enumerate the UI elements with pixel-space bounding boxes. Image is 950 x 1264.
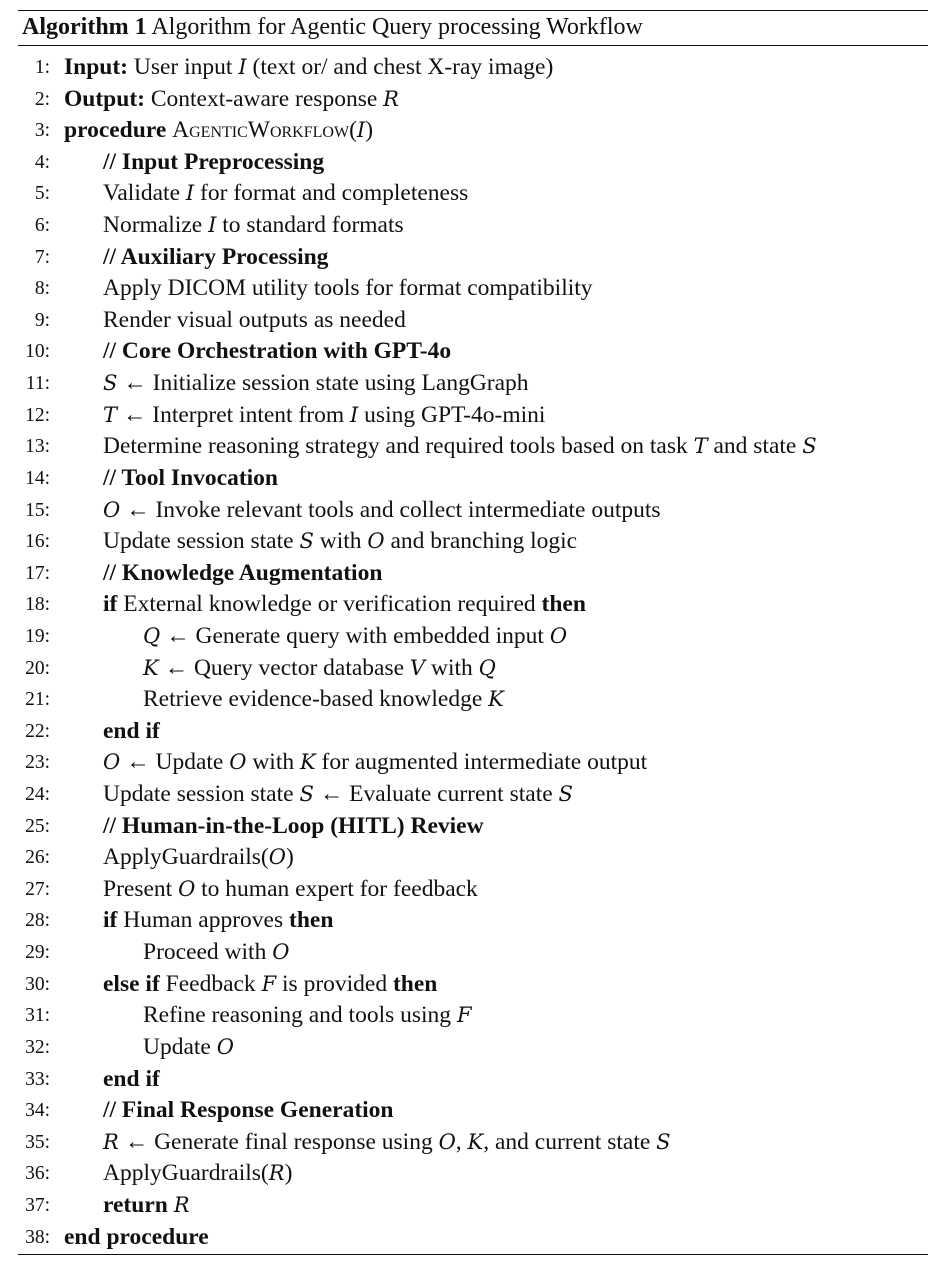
line-text: [103, 1127, 671, 1159]
algorithm-line: [0, 400, 950, 432]
line-number: 37:: [25, 1194, 50, 1216]
line-text: [143, 937, 289, 969]
line-text: [143, 621, 567, 653]
line-number: 10:: [25, 341, 50, 363]
algorithm-line: [0, 747, 950, 779]
math-symbol: F: [456, 1003, 472, 1028]
line-fragment: ← Initialize session state using LangGraph: [117, 370, 529, 397]
line-fragment: Normalize: [103, 212, 209, 239]
line-text: [103, 589, 586, 621]
math-symbol: O: [216, 1034, 234, 1059]
line-number: 7:: [34, 246, 50, 268]
keyword: // Knowledge Augmentation: [103, 559, 383, 586]
algorithm-line: [0, 305, 950, 337]
keyword: end if: [103, 717, 160, 744]
math-symbol: I: [238, 55, 247, 79]
line-fragment: ): [285, 844, 294, 871]
line-fragment: ): [284, 1160, 293, 1187]
line-text: [103, 463, 278, 495]
keyword: end procedure: [64, 1223, 209, 1250]
line-fragment: ← Generate final response using: [118, 1128, 439, 1155]
line-text: [103, 273, 593, 305]
algorithm-line: [0, 1064, 950, 1096]
math-symbol: O: [367, 529, 385, 554]
line-fragment: using GPT-4o-mini: [358, 401, 546, 428]
line-fragment: for augmented intermediate output: [315, 749, 648, 776]
algorithm-line: [0, 969, 950, 1001]
math-symbol: S: [656, 1129, 671, 1154]
keyword: Input:: [64, 54, 129, 80]
line-number: 15:: [25, 499, 50, 521]
line-text: [143, 1032, 234, 1064]
line-text: [103, 1190, 190, 1222]
line-fragment: External knowledge or verification required: [117, 591, 542, 618]
keyword: // Core Orchestration with GPT-4o: [103, 338, 452, 365]
line-text: [103, 716, 160, 748]
algorithm-line: [0, 811, 950, 843]
line-number: 8:: [34, 278, 50, 300]
keyword: if: [103, 591, 118, 618]
line-fragment: ApplyGuardrails(: [103, 1160, 269, 1187]
line-text: [103, 178, 468, 210]
line-number: 9:: [34, 309, 50, 331]
algorithm-line: [0, 1032, 950, 1064]
line-fragment: to standard formats: [216, 212, 404, 239]
keyword: return: [103, 1191, 168, 1218]
algorithm-line: [0, 874, 950, 906]
line-text: [103, 905, 333, 937]
line-fragment: and branching logic: [384, 528, 578, 555]
line-fragment: ← Generate query with embedded input: [160, 622, 550, 649]
line-text: [103, 368, 529, 400]
line-fragment: Validate: [103, 180, 186, 207]
line-number: 25:: [25, 815, 50, 837]
line-fragment: Determine reasoning strategy and required tools based on task: [103, 433, 694, 460]
math-symbol: K: [467, 1129, 484, 1154]
algorithm-line: [0, 115, 950, 147]
algorithm-line: [0, 1158, 950, 1190]
algorithm-line: [0, 526, 950, 558]
line-fragment: Update: [143, 1033, 217, 1060]
algorithm-line: [0, 779, 950, 811]
line-text: [103, 210, 404, 242]
line-number: 3:: [34, 120, 50, 142]
line-number: 29:: [25, 942, 50, 964]
line-number: 2:: [34, 88, 50, 110]
line-fragment: Proceed with: [143, 939, 273, 966]
line-fragment: ← Interpret intent from: [117, 401, 350, 428]
line-fragment: (: [349, 117, 357, 144]
math-symbol: O: [549, 623, 568, 648]
line-fragment: Refine reasoning and tools using: [143, 1002, 457, 1029]
algorithm-line: [0, 621, 950, 653]
math-symbol: O: [103, 750, 121, 775]
line-number: 21:: [25, 689, 50, 711]
math-symbol: T: [693, 434, 708, 459]
line-fragment: Render visual outputs as needed: [103, 306, 406, 333]
line-text: [103, 1095, 394, 1127]
line-fragment: (text or/ and chest X-ray image): [246, 54, 554, 80]
keyword: else if: [103, 970, 160, 997]
line-number: 30:: [25, 973, 50, 995]
line-number: 14:: [25, 467, 50, 489]
math-symbol: K: [299, 750, 316, 775]
line-fragment: Context-aware response: [144, 85, 384, 112]
math-symbol: K: [488, 687, 504, 712]
line-fragment: Update session state: [103, 781, 300, 808]
line-number: 28:: [25, 910, 50, 932]
math-symbol: S: [802, 434, 817, 459]
line-number: 24:: [25, 784, 50, 806]
line-text: [103, 431, 817, 463]
line-fragment: ApplyGuardrails(: [103, 844, 269, 871]
line-fragment: ← Invoke relevant tools and collect intermediate outputs: [120, 496, 661, 523]
algorithm-line: [0, 273, 950, 305]
line-number: 18:: [25, 594, 50, 616]
keyword: // Tool Invocation: [103, 464, 278, 491]
line-number: 22:: [25, 720, 50, 742]
algorithm-line: [0, 336, 950, 368]
algorithm-line: [0, 905, 950, 937]
line-number: 38:: [25, 1226, 50, 1248]
math-symbol: S: [299, 529, 314, 554]
bottom-rule: [18, 1254, 928, 1255]
algorithm-body: [0, 52, 950, 1253]
math-symbol: R: [173, 1192, 190, 1217]
line-text: [103, 874, 478, 906]
math-symbol: I: [208, 213, 217, 238]
line-fragment: Apply DICOM utility tools for format compatibility: [103, 275, 593, 302]
line-text: [64, 84, 399, 116]
line-text: [103, 336, 451, 368]
algorithm-line: [0, 716, 950, 748]
keyword: // Human-in-the-Loop (HITL) Review: [103, 812, 484, 839]
line-number: 13:: [25, 436, 50, 458]
line-number: 35:: [25, 1131, 50, 1153]
line-text: [103, 747, 647, 779]
math-symbol: I: [356, 118, 366, 143]
algorithm-title: Algorithm for Agentic Query processing Workflow: [151, 14, 643, 40]
math-symbol: Q: [143, 623, 161, 648]
line-fragment: ← Evaluate current state: [313, 781, 559, 808]
line-text: [64, 52, 553, 84]
line-number: 16:: [25, 531, 50, 553]
algorithm-line: [0, 1000, 950, 1032]
line-text: [64, 115, 373, 147]
line-fragment: for format and completeness: [194, 180, 469, 207]
line-fragment: Present: [103, 875, 179, 902]
line-number: 31:: [25, 1005, 50, 1027]
algorithm-line: [0, 558, 950, 590]
line-fragment: Update session state: [103, 528, 300, 555]
algorithm-line: [0, 52, 950, 84]
line-text: [103, 1158, 292, 1190]
math-symbol: O: [272, 940, 290, 965]
math-symbol: O: [268, 845, 286, 870]
line-text: [103, 842, 294, 874]
math-symbol: S: [299, 782, 314, 807]
algorithm-line: [0, 178, 950, 210]
algorithm-line: [0, 589, 950, 621]
line-text: [64, 1222, 209, 1254]
math-symbol: T: [103, 402, 118, 427]
line-fragment: ← Update: [120, 749, 230, 776]
math-symbol: O: [178, 876, 196, 901]
line-fragment: Human approves: [117, 907, 289, 934]
line-number: 6:: [34, 215, 50, 237]
math-symbol: R: [268, 1161, 285, 1186]
algorithm-line: [0, 368, 950, 400]
keyword: // Input Preprocessing: [103, 148, 325, 175]
algorithm-label: Algorithm 1: [22, 14, 147, 40]
line-fragment: and state: [707, 433, 803, 460]
line-text: [103, 558, 382, 590]
line-fragment: ,: [455, 1128, 468, 1155]
math-symbol: I: [185, 181, 195, 206]
algorithm-line: [0, 653, 950, 685]
math-symbol: V: [409, 655, 426, 680]
algorithm-line: [0, 1095, 950, 1127]
line-number: 19:: [25, 625, 50, 647]
line-number: 11:: [25, 373, 50, 395]
line-text: [103, 400, 545, 432]
algorithm-caption: [22, 12, 643, 42]
line-text: [103, 495, 661, 527]
caption-rule: [18, 45, 928, 46]
line-fragment: with: [425, 654, 479, 681]
keyword: // Auxiliary Processing: [103, 243, 329, 270]
line-number: 23:: [25, 752, 50, 774]
line-fragment: , and current state: [483, 1128, 657, 1155]
algorithm-line: [0, 242, 950, 274]
algorithm-line: [0, 1127, 950, 1159]
line-number: 12:: [25, 404, 50, 426]
line-text: [103, 1064, 160, 1096]
algorithm-line: [0, 431, 950, 463]
line-text: [103, 779, 573, 811]
line-text: [103, 969, 437, 1001]
line-fragment: ): [365, 117, 374, 144]
line-number: 36:: [25, 1163, 50, 1185]
line-text: [143, 684, 504, 716]
math-symbol: F: [261, 971, 277, 996]
line-text: [143, 1000, 472, 1032]
math-symbol: R: [383, 86, 399, 111]
line-number: 33:: [25, 1068, 50, 1090]
math-symbol: S: [558, 782, 573, 807]
algorithm-line: [0, 842, 950, 874]
math-symbol: O: [103, 497, 121, 522]
line-text: [103, 147, 324, 179]
line-fragment: to human expert for feedback: [195, 875, 478, 902]
algorithm-line: [0, 1222, 950, 1254]
algorithm-line: [0, 937, 950, 969]
line-number: 5:: [34, 183, 50, 205]
line-fragment: User input: [128, 54, 239, 80]
line-number: 17:: [25, 562, 50, 584]
math-symbol: K: [143, 655, 159, 680]
line-number: 1:: [34, 57, 50, 78]
algorithm-line: [0, 684, 950, 716]
top-rule: [18, 10, 928, 11]
procedure-name: AgenticWorkflow: [172, 117, 350, 144]
line-fragment: with: [313, 528, 368, 555]
line-fragment: with: [246, 749, 300, 776]
line-text: [103, 242, 328, 274]
keyword: procedure: [64, 117, 167, 144]
line-text: [103, 526, 577, 558]
algorithm-line: [0, 1190, 950, 1222]
algorithm-line: [0, 84, 950, 116]
line-fragment: Retrieve evidence-based knowledge: [143, 686, 489, 713]
keyword: then: [289, 907, 334, 934]
math-symbol: R: [103, 1129, 119, 1154]
math-symbol: O: [438, 1129, 456, 1154]
algorithm-line: [0, 495, 950, 527]
algorithm-line: [0, 147, 950, 179]
keyword: // Final Response Generation: [103, 1097, 394, 1124]
keyword: if: [103, 907, 118, 934]
line-number: 34:: [25, 1100, 50, 1122]
math-symbol: O: [229, 750, 247, 775]
keyword: Output:: [64, 85, 145, 112]
line-fragment: is provided: [276, 970, 393, 997]
algorithm-line: [0, 463, 950, 495]
keyword: end if: [103, 1065, 160, 1092]
line-number: 20:: [25, 657, 50, 679]
line-number: 27:: [25, 878, 50, 900]
line-fragment: Feedback: [159, 970, 262, 997]
line-number: 32:: [25, 1036, 50, 1058]
algorithm-line: [0, 210, 950, 242]
line-number: 26:: [25, 847, 50, 869]
line-text: [103, 811, 484, 843]
line-text: [103, 305, 406, 337]
math-symbol: I: [350, 402, 359, 427]
line-number: 4:: [34, 151, 50, 173]
line-text: [143, 653, 496, 685]
math-symbol: Q: [478, 655, 496, 680]
math-symbol: S: [103, 371, 118, 396]
line-fragment: ← Query vector database: [158, 654, 410, 681]
keyword: then: [392, 970, 438, 997]
keyword: then: [541, 591, 586, 618]
